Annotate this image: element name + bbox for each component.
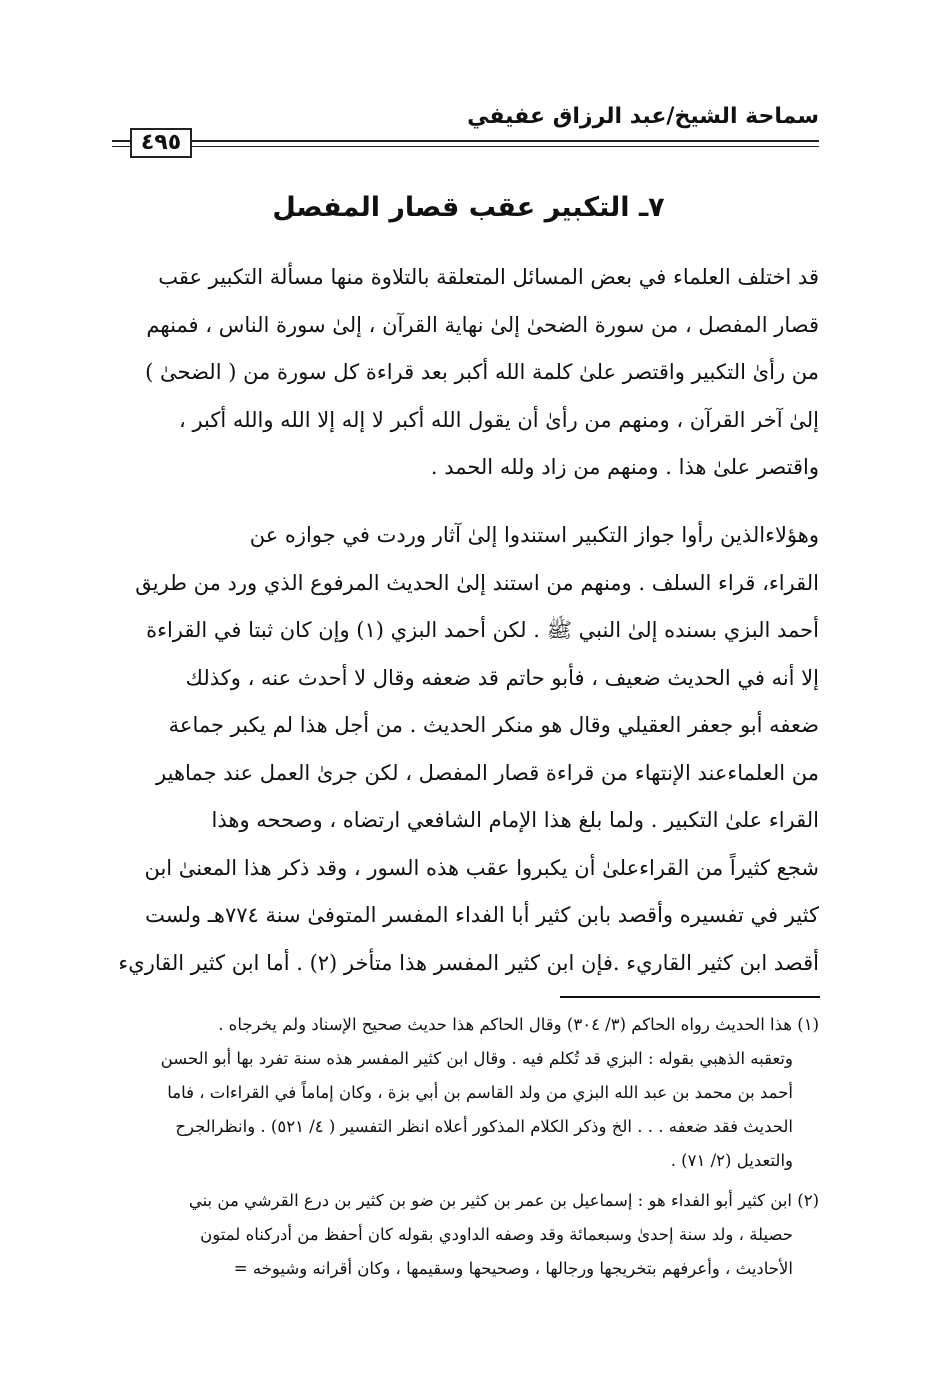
text-line: القراء علىٰ التكبير . ولما بلغ هذا الإمام الشافعي ارتضاه ، وصححه وهذا — [211, 808, 819, 832]
page-number: ٤٩٥ — [130, 128, 192, 158]
text-line: قصار المفصل ، من سورة الضحىٰ إلىٰ نهاية القرآن ، إلىٰ سورة الناس ، فمنهم — [146, 312, 819, 337]
footnote-line: (٢) ابن كثير أبو الفداء هو : إسماعيل بن عمر بن كثير بن ضو بن كثير بن درع القرشي من بني — [188, 1191, 819, 1210]
footnotes — [118, 1008, 819, 1292]
header-rule-left-top — [112, 140, 132, 142]
text-line: أحمد البزي بسنده إلىٰ النبي ﷺ . لكن أحمد البزي (١) وإن كان ثبتا في القراءة — [146, 618, 819, 642]
footnote-1 — [118, 1008, 819, 1178]
section-heading: ٧ـ التكبير عقب قصار المفصل — [272, 192, 665, 223]
footnote-line: أحمد بن محمد بن عبد الله البزي من ولد القاسم بن أبي بزة ، وكان إماماً في القراءات ، فاما — [167, 1083, 793, 1102]
text-line: القراء، قراء السلف . ومنهم من استند إلىٰ الحديث المرفوع الذي ورد من طريق — [135, 570, 819, 595]
text-line: أقصد ابن كثير القاريء .فإن ابن كثير المفسر هذا متأخر (٢) . أما ابن كثير القاريء — [118, 950, 819, 975]
footnote-line: والتعديل (٢/ ٧١) . — [670, 1151, 793, 1170]
text-line: من العلماءعند الإنتهاء من قراءة قصار المفصل ، لكن جرىٰ العمل عند جماهير — [156, 760, 819, 785]
paragraph-2 — [118, 512, 819, 987]
footnote-line: وتعقبه الذهبي بقوله : البزي قد تُكلم فيه . وقال ابن كثير المفسر هذه سنة تفرد بها أبو الحسن — [160, 1049, 793, 1068]
text-line: وهؤلاءالذين رأوا جواز التكبير استندوا إلىٰ آثار وردت في جوازه عن — [249, 523, 819, 547]
footnote-separator — [560, 996, 820, 998]
footnote-line: (١) هذا الحديث رواه الحاكم (٣/ ٣٠٤) وقال الحاكم هذا حديث صحيح الإسناد ولم يخرجاه . — [218, 1015, 819, 1034]
text-line: إلىٰ آخر القرآن ، ومنهم من رأىٰ أن يقول الله أكبر لا إله إلا الله والله أكبر ، — [179, 407, 819, 432]
header-rule-bottom — [188, 146, 819, 147]
text-line: ضعفه أبو جعفر العقيلي وقال هو منكر الحديث . من أجل هذا لم يكبر جماعة — [168, 713, 819, 737]
header-rule-left-bottom — [112, 146, 132, 147]
text-line: كثير في تفسيره وأقصد بابن كثير أبا الفداء المفسر المتوفىٰ سنة ٧٧٤هـ ولست — [145, 903, 819, 927]
footnote-2 — [118, 1184, 819, 1286]
footnote-line: الحديث فقد ضعفه . . . الخ وذكر الكلام المذكور أعلاه انظر التفسير ( ٤/ ٥٢١) . وانظرالجرح — [175, 1117, 793, 1136]
text-line: قد اختلف العلماء في بعض المسائل المتعلقة بالتلاوة منها مسألة التكبير عقب — [158, 265, 819, 289]
text-line: واقتصر علىٰ هذا . ومنهم من زاد ولله الحمد . — [430, 455, 819, 479]
running-title: سماحة الشيخ/عبد الرزاق عفيفي — [467, 104, 819, 129]
text-line: من رأىٰ التكبير واقتصر علىٰ كلمة الله أكبر بعد قراءة كل سورة من ( الضحىٰ ) — [145, 360, 819, 384]
text-line: إلا أنه في الحديث ضعيف ، فأبو حاتم قد ضعفه وقال لا أحدث عنه ، وكذلك — [185, 665, 819, 690]
header-rule-top — [188, 140, 819, 142]
footnote-line: الأحاديث ، وأعرفهم بتخريجها ورجالها ، وصحيحها وسقيمها ، وكان أقرانه وشيوخه = — [233, 1259, 793, 1278]
paragraph-1 — [118, 254, 819, 492]
footnote-line: حصيلة ، ولد سنة إحدىٰ وسبعمائة وقد وصفه الداودي بقوله كان أحفظ من أدركناه لمتون — [200, 1225, 793, 1244]
text-line: شجع كثيراً من القراءعلىٰ أن يكبروا عقب هذه السور ، وقد ذكر هذا المعنىٰ ابن — [144, 855, 819, 880]
